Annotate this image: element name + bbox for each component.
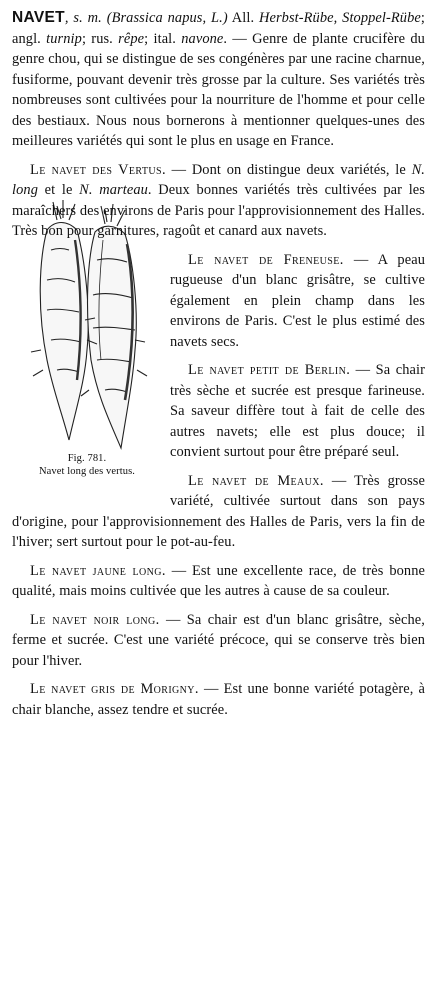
grammar-abbr: , s. m.: [64, 10, 102, 26]
figure-title: Navet long des vertus.: [38, 465, 136, 477]
russian-name: rêpe: [118, 30, 145, 47]
variety-text: . Deux bonnes variétés très cultivées par les maraîchers des environs de Paris pour l'approvisionnement des Halles. Très bon pour garnitures, ragoût et canard aux navets.: [12, 182, 425, 239]
variety-text: — Sa chair très sèche et sucrée est presque farineuse. Sa saveur diffère tout à fait de celle des autres navets; elle est plus douce; il convient surtout pour être préparé seul.: [170, 362, 425, 460]
italian-label: ; ital.: [144, 30, 182, 47]
turnip-figure: [12, 200, 162, 490]
figure-caption: [39, 452, 135, 478]
latin-name: (Brassica napus, L.): [106, 10, 228, 26]
variety-name: Le navet noir long.: [30, 611, 160, 628]
variety-text: — Sa chair est d'un blanc grisâtre, sèche, ferme et sucrée. C'est une variété précoce, qui se conserve très bien pour l'hiver.: [12, 611, 425, 669]
variety-text: et le: [37, 182, 80, 198]
variety-text: — Très grosse variété, cultivée surtout dans son pays d'origine, pour l'approvisionnement des Halles de Paris, vers la fin de l'hiver; sert surtout pour le pot-au-feu.: [12, 472, 425, 550]
variety-name: Le navet des Vertus.: [30, 161, 166, 178]
variety-text: — Dont on distingue deux variétés, le: [165, 161, 412, 178]
figure-number: Fig. 781.: [67, 452, 107, 464]
variety-vertus: [12, 160, 425, 242]
variety-name: Le navet de Freneuse.: [188, 251, 344, 268]
variety-name: Le navet gris de Morigny.: [30, 681, 199, 697]
variety-gris-morigny: [12, 679, 425, 720]
german-names: Herbst-Rübe, Stoppel-Rübe: [258, 10, 421, 26]
variety-text: — Est une bonne variété potagère, à chair blanche, assez tendre et sucrée.: [12, 681, 425, 718]
russian-label: ; rus.: [81, 30, 119, 47]
variety-jaune-long: [12, 561, 425, 602]
german-label: All.: [227, 10, 259, 26]
variety-italic: N. long: [12, 161, 425, 198]
variety-text: — Est une excellente race, de très bonne qualité, mais moins cultivée que les autres à cause de sa couleur.: [12, 562, 425, 599]
italian-name: navone: [181, 30, 224, 47]
english-name: turnip: [46, 30, 82, 47]
english-label: ; angl.: [12, 10, 425, 47]
variety-name: Le navet de Meaux.: [188, 472, 324, 489]
entry-description: . — Genre de plante crucifère du genre chou, qui se distingue de ses congénères par une racine charnue, fusiforme, pouvant devenir très grosse par la culture. Ses variétés très nombreuses sont cultivées pour la nourriture de l'homme et pour celle des bestiaux. Nous nous bornerons à mentionner quelques-unes des meilleures variétés qui sont le plus en usage en France.: [12, 30, 425, 149]
variety-italic: N. marteau: [79, 182, 148, 198]
variety-text: — A peau rugueuse d'un blanc grisâtre, se cultive également en plein champ dans les environs de Paris. C'est le plus estimé des navets secs.: [170, 251, 425, 350]
variety-noir-long: [12, 610, 425, 672]
variety-name: Le navet jaune long.: [30, 562, 166, 579]
headword: NAVET: [12, 9, 65, 26]
entry-intro: [12, 8, 425, 152]
variety-name: Le navet petit de Berlin.: [188, 362, 351, 378]
